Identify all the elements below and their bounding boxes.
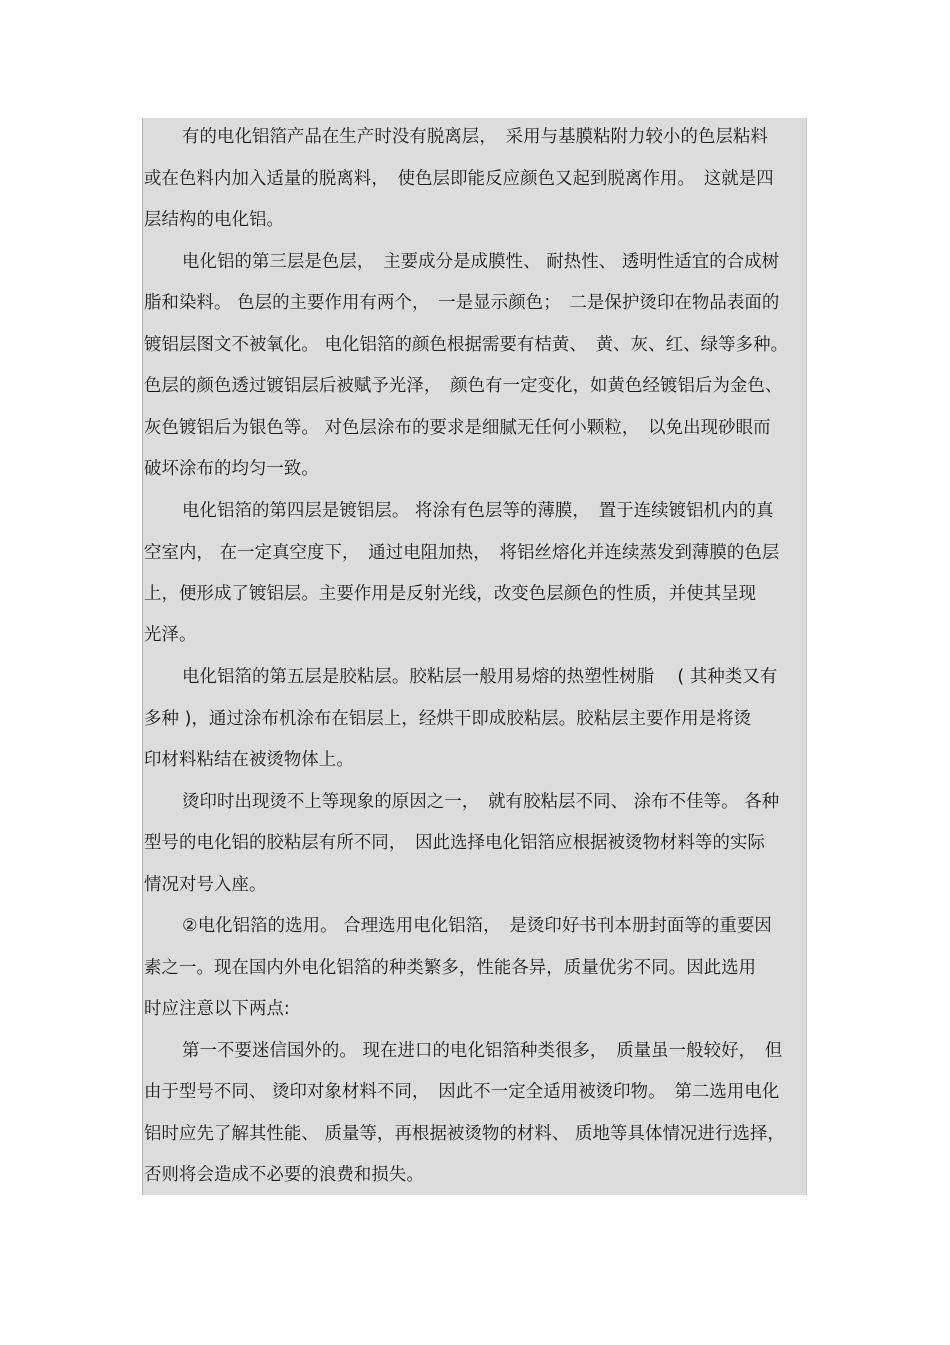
paragraph-2-line-4: 色层的颜色透过镀铝层后被赋予光泽， 颜色有一定变化，如黄色经镀铝后为金色、 [144,376,783,396]
paragraph-3-line-2: 空室内， 在一定真空度下， 通过电阻加热， 将铝丝熔化并连续蒸发到薄膜的色层 [144,543,780,563]
paragraph-4-line-3: 印材料粘结在被烫物体上。 [144,750,354,770]
paragraph-1-line-1: 有的电化铝箔产品在生产时没有脱离层， 采用与基膜粘附力较小的色层粘料 [182,127,768,147]
paragraph-7-line-2: 由于型号不同、 烫印对象材料不同， 因此不一定全适用被烫印物。 第二选用电化 [144,1082,780,1102]
paragraph-6-line-2: 素之一。现在国内外电化铝箔的种类繁多，性能各异，质量优劣不同。因此选用 [144,958,757,978]
paragraph-3-line-4: 光泽。 [144,625,197,645]
paragraph-2-line-3: 镀铝层图文不被氧化。 电化铝箔的颜色根据需要有桔黄、 黄、灰、红、绿等多种。 [144,335,789,355]
paragraph-5-line-2: 型号的电化铝的胶粘层有所不同， 因此选择电化铝箔应根据被烫物材料等的实际 [144,833,765,853]
paragraph-7-line-1: 第一不要迷信国外的。 现在进口的电化铝箔种类很多， 质量虽一般较好， 但 [182,1041,783,1061]
paragraph-6-line-1: ②电化铝箔的选用。 合理选用电化铝箔， 是烫印好书刊本册封面等的重要因 [182,916,772,936]
paragraph-3-line-1: 电化铝箔的第四层是镀铝层。 将涂有色层等的薄膜， 置于连续镀铝机内的真 [182,501,774,521]
paragraph-2-line-6: 破坏涂布的均匀一致。 [144,459,319,479]
paragraph-5-line-3: 情况对号入座。 [144,875,267,895]
paragraph-2-line-5: 灰色镀铝后为银色等。 对色层涂布的要求是细腻无任何小颗粒， 以免出现砂眼而 [144,418,771,438]
paragraph-2-line-2: 脂和染料。 色层的主要作用有两个， 一是显示颜色； 二是保护烫印在物品表面的 [144,293,780,313]
paragraph-2-line-1: 电化铝的第三层是色层， 主要成分是成膜性、 耐热性、 透明性适宜的合成树 [182,252,780,272]
text-highlight-panel [142,118,807,1195]
paragraph-3-line-3: 上，便形成了镀铝层。主要作用是反射光线，改变色层颜色的性质，并使其呈现 [144,584,757,604]
paragraph-6-line-3: 时应注意以下两点: [144,999,290,1019]
paragraph-7-line-4: 否则将会造成不必要的浪费和损失。 [144,1165,424,1185]
paragraph-1-line-3: 层结构的电化铝。 [144,210,284,230]
paragraph-1-line-2: 或在色料内加入适量的脱离料， 使色层即能反应颜色又起到脱离作用。 这就是四 [144,169,774,189]
paragraph-4-line-2: 多种 )，通过涂布机涂布在铝层上，经烘干即成胶粘层。胶粘层主要作用是将烫 [144,709,752,729]
paragraph-7-line-3: 铝时应先了解其性能、 质量等，再根据被烫物的材料、 质地等具体情况进行选择， [144,1124,785,1144]
paragraph-4-line-1: 电化铝箔的第五层是胶粘层。胶粘层一般用易熔的热塑性树脂 ( 其种类又有 [182,667,778,687]
paragraph-5-line-1: 烫印时出现烫不上等现象的原因之一， 就有胶粘层不同、 涂布不佳等。 各种 [182,792,780,812]
